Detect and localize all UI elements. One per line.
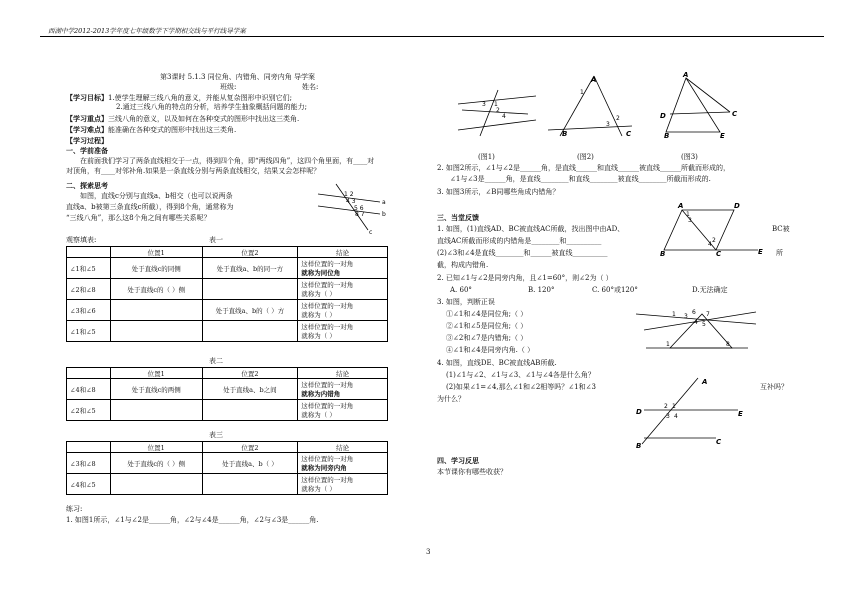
prep-line-1: 在前面我们学习了两条直线相交于一点，得到四个角，即“两线四角”，这四个角里面，有____对 (80, 157, 375, 165)
svg-text:1: 1 (672, 403, 676, 410)
explore-line-1: 如图，直线c分别与直线a、b相交（也可以说两条 (80, 192, 233, 200)
svg-text:C: C (716, 438, 722, 446)
svg-text:D: D (734, 202, 740, 210)
col-header-pos2: 位置2 (202, 368, 298, 379)
table3-caption: 表三 (209, 431, 223, 439)
svg-text:7: 7 (706, 311, 710, 318)
svg-text:C: C (732, 110, 738, 118)
svg-text:B: B (660, 250, 666, 258)
pos2-cell: 处于直线a、b的同一方 (202, 258, 298, 279)
fb3-item-3: ③∠2和∠7是内错角;（ ） (446, 334, 528, 342)
pos2-cell[interactable] (202, 321, 298, 342)
fb4-q2b: 互补吗？ (760, 383, 788, 391)
svg-text:1: 1 (672, 311, 676, 318)
angle-pair: ∠4和∠5 (67, 474, 111, 495)
pos1-cell[interactable] (110, 300, 202, 321)
fb4-q1: (1)∠1与∠2、∠1与∠3、∠1与∠4各是什么角？ (446, 371, 595, 379)
table-row (67, 400, 388, 421)
svg-text:E: E (720, 132, 725, 140)
fb1-line-2: 直线AC所截而形成的内错角是________和__________ (437, 237, 602, 245)
section-reflect-title: 四、学习反思 (437, 456, 479, 465)
q2-line-2: ∠1与∠3是______角，是直线________和直线________被直线________所截而形成的. (450, 175, 711, 183)
fb1-line-4: 截，构成内错角. (437, 261, 489, 269)
pos1-cell: 处于直线c的两侧 (110, 379, 202, 400)
lesson-title: 第3课时 5.1.3 同位角、内错角、同旁内角 导学案 (160, 73, 315, 81)
svg-text:4: 4 (694, 319, 698, 326)
table-row (67, 474, 388, 495)
fb2-option-c: C. 60°或120° (592, 286, 638, 294)
section-explore-title: 二、探索思考 (66, 181, 108, 190)
svg-text:1: 1 (666, 341, 670, 348)
svg-text:6: 6 (692, 309, 696, 316)
crossing-lines-figure (636, 306, 760, 354)
table-row (67, 300, 388, 321)
line-b (318, 206, 380, 214)
svg-text:3: 3 (482, 101, 486, 108)
table-three (66, 441, 388, 495)
svg-text:c: c (369, 229, 373, 236)
goals-label: 【学习目标】 (66, 93, 108, 102)
svg-text:A: A (702, 378, 708, 386)
pos2-cell[interactable] (202, 474, 298, 495)
table-row (67, 321, 388, 342)
svg-text:D: D (636, 408, 642, 416)
figure-2-caption: (图2) (577, 153, 594, 161)
angle-pair: ∠3和∠6 (67, 300, 111, 321)
pos1-cell[interactable] (110, 321, 202, 342)
svg-text:B: B (636, 442, 642, 450)
fb1-line-1b: BC被 (772, 225, 790, 233)
pos1-cell[interactable] (110, 474, 202, 495)
difficulty-label: 【学习难点】 (66, 125, 108, 134)
svg-text:C: C (716, 250, 722, 258)
conclusion-cell: 这样位置的一对角 就称为同旁内角 (298, 453, 388, 474)
figure-2 (548, 74, 636, 140)
fb3-line: 3. 如图，判断正误 (437, 298, 495, 306)
fb1-line-3: (2)∠3和∠4是直线________和______被直线__________ (437, 249, 608, 257)
conclusion-cell[interactable]: 这样位置的一对角 就称为（ ） (298, 279, 388, 300)
class-label: 班级: (220, 83, 237, 91)
svg-text:3: 3 (606, 121, 610, 128)
svg-text:5 6: 5 6 (354, 205, 364, 212)
svg-text:E: E (758, 248, 763, 256)
svg-text:8 7: 8 7 (355, 211, 365, 218)
svg-text:A: A (683, 71, 689, 79)
figure-3-caption: (图3) (681, 153, 698, 161)
fb4-q2: (2)如果∠1=∠4,那么∠1和∠2相等吗？∠1和∠3 (446, 383, 596, 391)
practice-label: 练习: (66, 505, 83, 513)
difficulty-text: 能准确在各种变式的图形中找出这三类角. (108, 126, 237, 134)
key-text: 三线八角的意义，以及如何在各种变式的图形中找出这三类角. (108, 115, 300, 123)
pos2-cell[interactable] (202, 400, 298, 421)
svg-text:2: 2 (664, 403, 668, 410)
table-row (67, 258, 388, 279)
doc-header-title: 西湖中学2012-2013学年度七年级数学下学期相交线与平行线导学案 (48, 27, 246, 35)
explore-line-3: “三线八角”，那么这8个角之间有哪些关系呢？ (66, 214, 211, 222)
col-header-pos1: 位置1 (110, 247, 202, 258)
fb4-q3: 为什么？ (437, 395, 465, 403)
name-label: 姓名: (302, 83, 319, 91)
reflect-question: 本节课你有哪些收获？ (437, 468, 507, 476)
svg-text:8: 8 (726, 341, 730, 348)
table-row (67, 379, 388, 400)
svg-text:E: E (738, 410, 743, 418)
goal-2: 2.通过三线八角的特点的分析，培养学生抽象概括问题的能力; (116, 103, 308, 111)
figure-1-caption: (图1) (478, 153, 495, 161)
fb2-option-b: B. 120° (528, 286, 555, 294)
conclusion-cell: 这样位置的一对角 就称为内错角 (298, 379, 388, 400)
figure-1 (458, 90, 538, 140)
table-row (67, 279, 388, 300)
explore-line-2: 直线a、b被第三条直线c所截），得到8个角，通常称为 (66, 203, 234, 211)
svg-text:B: B (562, 130, 568, 138)
angle-pair: ∠2和∠5 (67, 400, 111, 421)
three-lines-figure (318, 184, 388, 234)
col-header-conclusion: 结论 (298, 442, 388, 453)
table2-caption: 表二 (209, 357, 223, 365)
conclusion-cell[interactable]: 这样位置的一对角 就称为（ ） (298, 400, 388, 421)
svg-text:4: 4 (502, 113, 506, 120)
pos2-cell[interactable]: 处于直线a、b（ ） (202, 453, 298, 474)
angle-pair: ∠1和∠5 (67, 321, 111, 342)
table1-caption: 表一 (209, 236, 223, 244)
svg-text:A: A (591, 76, 597, 84)
svg-text:4: 4 (708, 241, 712, 248)
conclusion-cell: 这样位置的一对角 就称为同位角 (298, 258, 388, 279)
table-one (66, 246, 388, 342)
svg-text:3: 3 (684, 313, 688, 320)
fb3-item-1: ①∠1和∠4是同位角;（ ） (446, 310, 528, 318)
conclusion-cell[interactable]: 这样位置的一对角 就称为（ ） (298, 300, 388, 321)
col-header-pos1: 位置1 (110, 442, 202, 453)
svg-text:3: 3 (666, 413, 670, 420)
conclusion-cell[interactable]: 这样位置的一对角 就称为（ ） (298, 474, 388, 495)
col-header-conclusion: 结论 (298, 368, 388, 379)
fb1-line-3b: 所 (776, 249, 783, 257)
pos1-cell: 处于直线c的同侧 (110, 258, 202, 279)
col-header-pos1: 位置1 (110, 368, 202, 379)
svg-text:1: 1 (686, 211, 690, 218)
svg-text:5: 5 (702, 321, 706, 328)
svg-text:a: a (382, 199, 386, 206)
header-rule (40, 36, 824, 37)
fb3-item-4: ④∠1和∠4是同旁内角.（ ） (446, 346, 535, 354)
angle-pair: ∠3和∠8 (67, 453, 111, 474)
col-header-pos2: 位置2 (202, 247, 298, 258)
svg-text:3: 3 (688, 217, 692, 224)
pos2-cell[interactable]: 处于直线a、b的（ ）方 (202, 300, 298, 321)
observe-label: 观察填表: (66, 236, 97, 244)
process-label: 【学习过程】 (66, 136, 108, 145)
fb2-option-a: A. 60° (450, 286, 472, 294)
svg-text:1 2: 1 2 (344, 191, 354, 198)
page-number: 3 (426, 548, 431, 556)
section-feedback-title: 三、当堂反馈 (437, 213, 479, 222)
fb2-line: 2. 已知∠1与∠2是同旁内角，且∠1=60°，则∠2为（ ） (437, 274, 613, 282)
key-label: 【学习重点】 (66, 114, 108, 123)
fb3-item-2: ②∠1和∠5是同位角;（ ） (446, 322, 528, 330)
table-two (66, 367, 388, 421)
q3-line: 3. 如图3所示，∠B同哪些角成内错角？ (437, 188, 560, 196)
goal-1: 1.使学生理解三线八角的意义，并能从复杂图形中识别它们; (108, 94, 293, 102)
fb2-option-d: D.无法确定 (692, 286, 728, 294)
fb1-line-1: 1. 如图，(1)直线AD、BC被直线AC所截，找出图中由AD、 (437, 225, 625, 233)
svg-text:2: 2 (616, 115, 620, 122)
pos2-cell[interactable] (202, 279, 298, 300)
svg-text:C: C (626, 130, 632, 138)
svg-text:4: 4 (674, 413, 678, 420)
svg-text:4 3: 4 3 (346, 198, 356, 205)
svg-text:A: A (678, 202, 684, 210)
angle-pair: ∠1和∠5 (67, 258, 111, 279)
svg-text:2: 2 (712, 237, 716, 244)
svg-text:1: 1 (494, 101, 498, 108)
svg-text:D: D (660, 112, 666, 120)
pos1-cell[interactable]: 处于直线c的（ ）侧 (110, 453, 202, 474)
q2-line-1: 2. 如图2所示，∠1与∠2是______角，是直线______和直线______被直线______所截而形成的， (437, 164, 730, 172)
practice-question-1: 1. 如图1所示，∠1与∠2是______角，∠2与∠4是______角，∠2与∠3是______角. (66, 516, 319, 524)
svg-text:2: 2 (496, 107, 500, 114)
angle-pair: ∠2和∠8 (67, 279, 111, 300)
pos1-cell[interactable] (110, 400, 202, 421)
fb4-line: 4. 如图，直线DE、BC被直线AB所截. (437, 359, 557, 367)
parallelogram-figure (660, 202, 770, 256)
svg-text:b: b (382, 211, 386, 218)
conclusion-cell[interactable]: 这样位置的一对角 就称为（ ） (298, 321, 388, 342)
figure-3 (650, 72, 750, 138)
pos2-cell: 处于直线a、b之间 (202, 379, 298, 400)
angle-pair: ∠4和∠8 (67, 379, 111, 400)
prep-line-2: 对顶角，有____对邻补角.如果是一条直线分别与两条直线相交，结果又会怎样呢？ (66, 167, 321, 175)
transversal-figure (634, 376, 746, 452)
svg-text:B: B (664, 132, 670, 140)
col-header-conclusion: 结论 (298, 247, 388, 258)
table-row (67, 453, 388, 474)
section-prep-title: 一、学前准备 (66, 146, 108, 155)
col-header-pos2: 位置2 (202, 442, 298, 453)
pos1-cell[interactable]: 处于直线c的（ ）侧 (110, 279, 202, 300)
svg-text:1: 1 (580, 89, 584, 96)
